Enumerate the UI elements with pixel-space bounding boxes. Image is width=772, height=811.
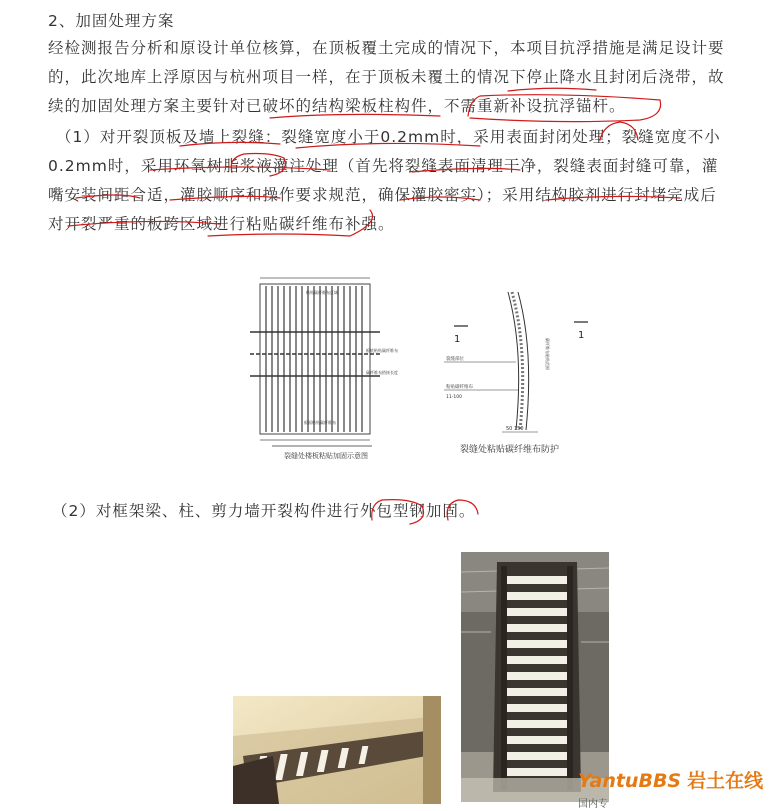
watermark-brand: YantuBBS: [578, 770, 682, 792]
item1-line-4: 对开裂严重的板跨区域进行粘贴碳纤维布补强。: [48, 215, 395, 233]
intro-line-1: 经检测报告分析和原设计单位核算，在顶板覆土完成的情况下，本项目抗浮措施是满足设计要: [48, 39, 725, 57]
section-mark-right: 1: [578, 330, 585, 341]
item1-line-1: （1）对开裂顶板及墙上裂缝：裂缝宽度小于0.2mm时，采用表面封闭处理；裂缝宽度不小: [56, 128, 721, 146]
fig-left-label-3: 碳纤维布搭接长度: [366, 370, 398, 375]
watermark-sub: 国内专: [578, 799, 608, 810]
fig-left-caption: 裂缝处楼板粘贴加固示意图: [284, 452, 368, 460]
item1-line-3: 嘴安装间距合适，灌胶顺序和操作要求规范，确保灌胶密实）；采用结构胶剂进行封堵完成后: [48, 186, 717, 204]
section-mark-left: 1: [454, 334, 461, 345]
watermark-cn: 岩土在线: [687, 770, 764, 792]
intro-line-2: 的，此次地库上浮原因与杭州项目一样，在于顶板未覆土的情况下停止降水且封闭后浇带，故: [48, 68, 725, 86]
slab-cfrp-plan-figure: [244, 272, 399, 472]
fig-left-label-1: 粘贴碳纤维布区域: [306, 290, 338, 295]
fig-right-dim: 50 150: [506, 426, 524, 432]
column-steel-photo: [461, 552, 609, 802]
item2-line: （2）对框架梁、柱、剪力墙开裂构件进行外包型钢加固。: [52, 502, 476, 520]
crack-cfrp-section-figure: [438, 290, 598, 470]
intro-line-3: 续的加固处理方案主要针对已破坏的结构梁板柱构件，不需重新补设抗浮锚杆。: [48, 97, 626, 115]
fig-right-caption: 裂缝处粘贴碳纤维布防护: [460, 445, 560, 455]
section-heading: 2、加固处理方案: [48, 12, 175, 30]
watermark-logo: [578, 766, 763, 793]
item1-line-2: 0.2mm时，采用环氧树脂浆液灌注处理（首先将裂缝表面清理干净，裂缝表面封缝可靠，灌: [48, 157, 719, 175]
fig-right-label-1: 裂缝部位: [446, 357, 464, 362]
fig-right-label-3: 11-100: [446, 395, 462, 400]
fig-right-vertical-label: 碳纤维布粘贴范围: [545, 338, 550, 370]
fig-left-label-2: 板底粘贴碳纤维布: [366, 348, 398, 353]
fig-left-label-4: 板面粘贴碳纤维布: [304, 420, 336, 425]
fig-right-label-2: 粘贴碳纤维布: [446, 385, 473, 390]
beam-steel-photo: [233, 696, 441, 804]
